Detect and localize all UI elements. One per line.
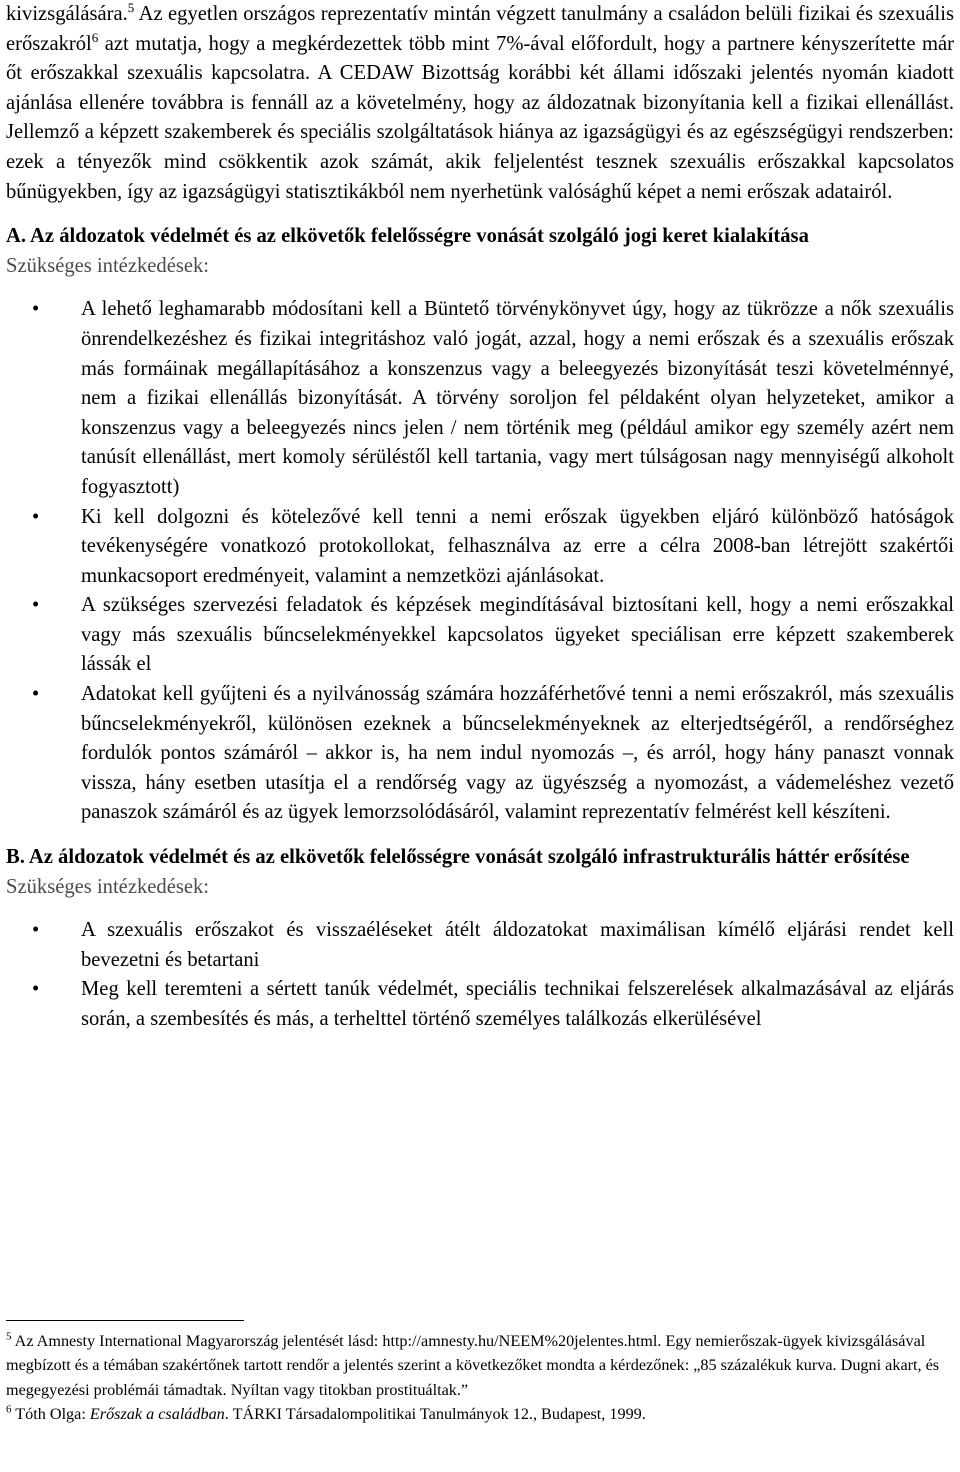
section-a-heading: A. Az áldozatok védelmét és az elkövetők felelősségre vonását szolgáló jogi keret kialakítása	[6, 225, 809, 248]
bullet-icon: •	[32, 919, 40, 942]
section-a-list	[6, 295, 954, 828]
document-body	[6, 0, 954, 1035]
section-b-list	[6, 916, 954, 1034]
bullet-icon: •	[32, 683, 40, 706]
list-item	[6, 591, 954, 680]
list-item-text: A lehető leghamarabb módosítani kell a Büntető törvénykönyvet úgy, hogy az tükrözze a nők szexuális önrendelkezéshez és fizikai integritáshoz való jogát, azzal, hogy a nemi erőszak és a szexuális erőszak más formáinak megállapításához a konszenzus vagy a beleegyezés bizonyítását teszi követelménnyé, nem a fizikai ellenállás bizonyítását. A törvény soroljon fel példaként olyan helyzeteket, amikor a konszenzus vagy a beleegyezés nincs jelen / nem történik meg (például amikor egy személy azért nem tanúsít ellenállást, mert komoly sérüléstől kell tartania, vagy mert túlságosan nagy mennyiségű alkoholt fogyasztott)	[81, 298, 954, 498]
bullet-icon: •	[32, 594, 40, 617]
footnote-6	[6, 1402, 954, 1426]
list-item	[6, 503, 954, 592]
footnote-6-rest: . TÁRKI Társadalompolitikai Tanulmányok 12., Budapest, 1999.	[224, 1405, 646, 1424]
bullet-icon: •	[32, 978, 40, 1001]
list-item-text: A szexuális erőszakot és visszaéléseket átélt áldozatokat maximálisan kímélő eljárási rendet kell bevezetni és betartani	[81, 919, 954, 971]
footnote-6-number: 6	[6, 1403, 12, 1416]
footnote-5-text: Az Amnesty International Magyarország jelentését lásd: http://amnesty.hu/NEEM%20jelentes.html. Egy nemierőszak-ügyek kivizsgálásával megbízott és a témában szakértőnek tartott rendőr a jelentés szerint a következőket mondta a kérdezőnek: „85 százalékuk kurva. Dugni akart, és megegyezési problémái támadtak. Nyíltan vagy titokban prostituáltak.”	[6, 1332, 940, 1399]
list-item	[6, 680, 954, 828]
list-item-text: Adatokat kell gyűjteni és a nyilvánosság számára hozzáférhetővé tenni a nemi erőszakról, más szexuális bűncselekményekről, különösen ezeknek a bűncselekményeknek az elterjedtségéről, a rendőrséghez fordulók pontos számáról – akkor is, ha nem indul nyomozás –, és arról, hogy hány panaszt vonnak vissza, hány esetben utasítja el a rendőrség vagy az ügyészség a nyomozást, a vádemeléshez vezető panaszok számáról és az ügyek lemorzsolódásáról, valamint reprezentatív felmérést kell készíteni.	[81, 683, 954, 824]
bullet-icon: •	[32, 505, 40, 528]
intro-text-a: Az egyetlen országos reprezentatív mintán végzett tanulmány a családon belüli fizikai és szexuális erőszakról	[6, 3, 954, 55]
intro-text-b: azt mutatja, hogy a megkérdezettek több mint 7%-ával előfordult, hogy a partnere kényszerítette már őt erőszakkal szexuális kapcsolatra. A CEDAW Bizottság korábbi két állami időszaki jelentés nyomán kiadott ajánlása ellenére továbbra is fennáll az a követelmény, hogy az áldozatnak bizonyítania kell a fizikai ellenállást. Jellemző a képzett szakemberek és speciális szolgáltatások hiánya az igazságügyi és az egészségügyi rendszerben: ezek a tényezők mind csökkentik azok számát, akik feljelentést tesznek szexuális erőszakkal kapcsolatos bűnügyekben, így az igazságügyi statisztikákból nem nyerhetünk valósághű képet a nemi erőszak adatairól.	[6, 32, 954, 203]
footnote-ref-6: 6	[91, 29, 99, 45]
footnote-ref-5: 5	[127, 0, 135, 16]
section-b-heading: B. Az áldozatok védelmét és az elkövetők felelősségre vonását szolgáló infrastrukturális háttér erősítése	[6, 846, 910, 869]
footnote-6-title: Erőszak a családban	[89, 1405, 225, 1424]
section-b-measures-label: Szükséges intézkedések:	[6, 875, 210, 898]
list-item-text: Meg kell teremteni a sértett tanúk védelmét, speciális technikai felszerelések alkalmazásával az eljárás során, a szembesítés és más, a terhelttel történő személyes találkozás elkerülésével	[81, 978, 954, 1030]
list-item-text: A szükséges szervezési feladatok és képzések megindításával biztosítani kell, hogy a nemi erőszakkal vagy más szexuális bűncselekményekkel kapcsolatos ügyeket speciálisan erre képzett szakemberek lássák el	[81, 594, 954, 676]
footnote-5-number: 5	[6, 1330, 12, 1343]
section-a-measures-label: Szükséges intézkedések:	[6, 254, 210, 277]
list-item	[6, 916, 954, 975]
bullet-icon: •	[32, 298, 40, 321]
footnote-5	[6, 1329, 954, 1402]
list-item	[6, 975, 954, 1034]
list-item	[6, 295, 954, 502]
intro-lead: kivizsgálására.	[6, 3, 128, 25]
footnotes	[6, 1320, 954, 1427]
intro-paragraph	[6, 0, 954, 207]
footnote-divider	[6, 1320, 244, 1321]
list-item-text: Ki kell dolgozni és kötelezővé kell tenni a nemi erőszak ügyekben eljáró különböző hatóságok tevékenységére vonatkozó protokollokat, felhasználva az erre a célra 2008-ban létrejött szakértői munkacsoport eredményeit, valamint a nemzetközi ajánlásokat.	[81, 505, 954, 587]
footnote-6-author: Tóth Olga:	[11, 1405, 90, 1424]
